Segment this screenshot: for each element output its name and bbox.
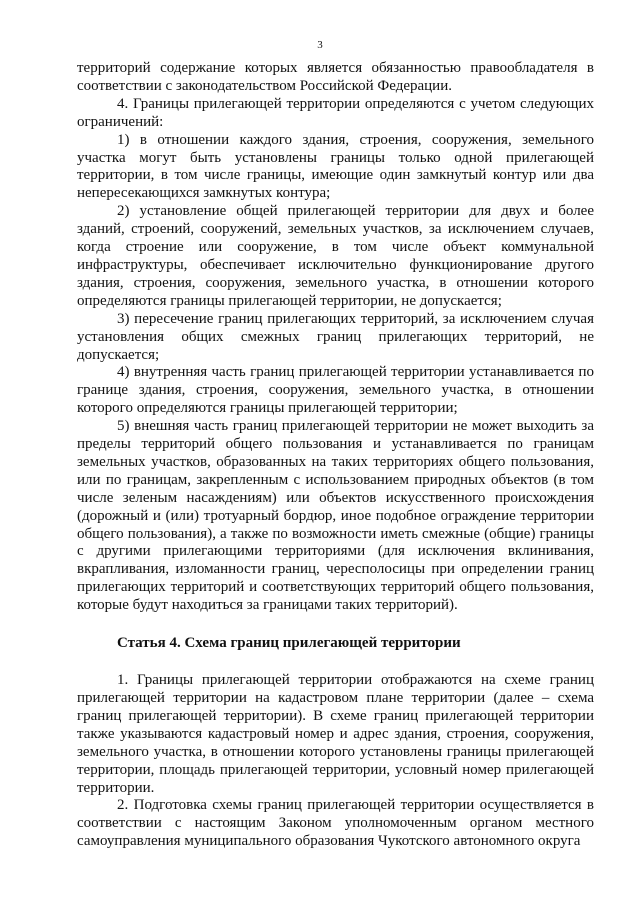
spacer (77, 652, 594, 672)
paragraph-point-4: 4. Границы прилегающей территории определяются с учетом следующих ограничений: (77, 95, 594, 130)
paragraph-continuation: территорий содержание которых является обязанностью правообладателя в соответствии с законодательством Российской Федерации. (77, 60, 594, 94)
page-number: 3 (317, 39, 323, 51)
list-item-2: 2) установление общей прилегающей территории для двух и более зданий, строений, сооружений, земельных участков, за исключением случаев, когда строение или сооружение, в том числе объект коммунальной инфраструктуры, обеспечивает исключительно функционирование другого здания, строения, сооружения, земельного участка, в отношении которого определяются границы прилегающей территории, не допускается; (77, 203, 594, 309)
article-4-paragraph-2: 2. Подготовка схемы границ прилегающей территории осуществляется в соответствии с настоящим Законом уполномоченным органом местного самоуправления муниципального образования Чукотского автономного округа (77, 797, 594, 850)
list-item-5: 5) внешняя часть границ прилегающей территории не может выходить за пределы территорий общего пользования и устанавливается по границам земельных участков, образованных на таких территориях общего пользования, или по границам, закрепленным с использованием природных объектов (в том числе зеленым насаждениям) или объектов искусственного происхождения (дорожный и (или) тротуарный бордюр, иное подобное ограждение территории общего пользования), а также по возможности иметь смежные (общие) границы с другими прилегающими территориями (для исключения вклинивания, вкрапливания, изломанности границ, чересполосицы при определении границ прилегающих территорий и соответствующих территорий общего пользования, которые будут находиться за границами таких территорий). (77, 418, 594, 614)
article-4-paragraph-1: 1. Границы прилегающей территории отображаются на схеме границ прилегающей территории на кадастровом плане территории (далее – схема границ прилегающей территории). В схеме границ прилегающей территории также указываются кадастровый номер и адрес здания, строения, сооружения, земельного участка, в отношении которого установлены границы прилегающей территории, площадь прилегающей территории, условный номер прилегающей территории. (77, 672, 594, 796)
document-body (77, 60, 594, 851)
article-4-heading: Статья 4. Схема границ прилегающей территории (117, 635, 461, 652)
list-item-3: 3) пересечение границ прилегающих территорий, за исключением случая установления общих смежных границ прилегающих территорий, не допускается; (77, 310, 594, 363)
list-item-1: 1) в отношении каждого здания, строения, сооружения, земельного участка могут быть установлены границы только одной прилегающей территории, в том числе границы, имеющие один замкнутый контур или два непересекающихся замкнутых контура; (77, 131, 594, 202)
list-item-4: 4) внутренняя часть границ прилегающей территории устанавливается по границе здания, строения, сооружения, земельного участка, в отношении которого определяются границы прилегающей территории; (77, 364, 594, 417)
